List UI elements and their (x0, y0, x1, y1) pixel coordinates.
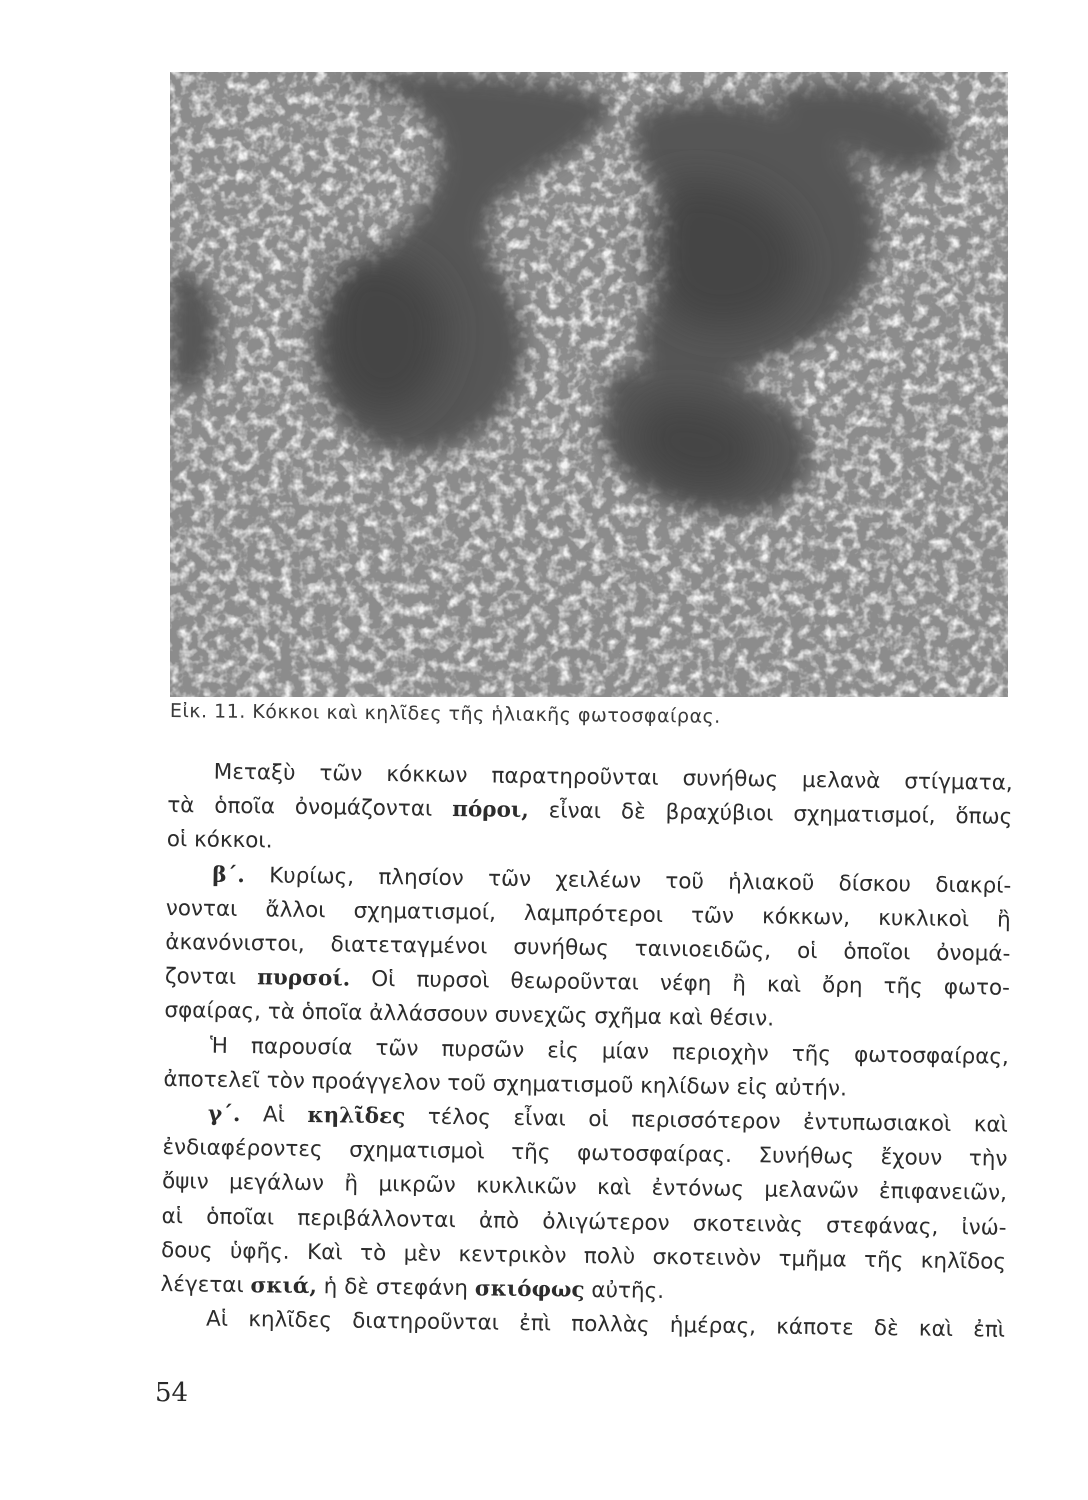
bold-term: πόροι, (452, 797, 529, 824)
text-segment: τὰ ὁποῖα ὀνομάζονται (167, 793, 453, 823)
text-segment: αἱ ὁποῖαι περιβάλλονται ἀπὸ ὀλιγώτερον σκοτεινὰς στεφάνας, ἰνώ- (161, 1203, 1007, 1241)
text-segment: ἀκανόνιστοι, διατεταγμένοι συνήθως ταινιοειδῶς, οἱ ὁποῖοι ὀνομά- (165, 929, 1011, 967)
text-segment: αὐτῆς. (584, 1277, 665, 1305)
text-segment: Ἡ παρουσία τῶν πυρσῶν εἰς μίαν περιοχὴν τῆς φωτοσφαίρας, (209, 1033, 1010, 1070)
bold-term: πυρσοί. (256, 965, 351, 992)
sunspot-photo-image (170, 72, 1008, 697)
text-segment: ὄψιν μεγάλων ἢ μικρῶν κυκλικῶν καὶ ἐντόνως μελανῶν ἐπιφανειῶν, (161, 1169, 1008, 1207)
text-segment: Κυρίως, πλησίον τῶν χειλέων τοῦ ἡλιακοῦ δίσκου διακρί- (244, 862, 1012, 899)
text-segment: οἱ κόκκοι. (166, 827, 273, 854)
text-segment: λέγεται (160, 1271, 251, 1299)
bold-term: κηλῖδες (307, 1103, 406, 1130)
bold-term: σκιά, (250, 1273, 318, 1300)
text-segment: τέλος εἶναι οἱ περισσότερον ἐντυπωσιακοὶ καὶ (405, 1104, 1009, 1138)
text-segment: ζονται (164, 964, 258, 991)
text-segment: Αἱ (240, 1102, 308, 1129)
figure-caption: Εἰκ. 11. Κόκκοι καὶ κηλῖδες τῆς ἡλιακῆς φωτοσφαίρας. (169, 700, 721, 728)
bold-term: β΄. (212, 862, 246, 888)
bold-term: γ΄. (207, 1101, 241, 1128)
page-number: 54 (155, 1378, 189, 1408)
sunspot-photograph (170, 72, 1008, 697)
text-segment: Αἱ κηλῖδες διατηροῦνται ἐπὶ πολλὰς ἡμέρας, κάποτε δὲ καὶ ἐπὶ (205, 1306, 1006, 1343)
text-segment: εἶναι δὲ βραχύβιοι σχηματισμοί, ὅπως (528, 798, 1013, 830)
text-segment: νονται ἄλλοι σχηματισμοί, λαμπρότεροι τῶν κόκκων, κυκλικοὶ ἢ (165, 895, 1011, 933)
text-segment: Οἱ πυρσοὶ θεωροῦνται νέφη ἢ καὶ ὄρη τῆς φωτο- (350, 966, 1010, 1001)
text-segment: Μεταξὺ τῶν κόκκων παρατηροῦνται συνήθως μελανὰ στίγματα, (213, 759, 1013, 796)
text-segment: ἐνδιαφέροντες σχηματισμοὶ τῆς φωτοσφαίρας. Συνήθως ἔχουν τὴν (162, 1135, 1008, 1172)
text-segment: ἀποτελεῖ τὸν προάγγελον τοῦ σχηματισμοῦ κηλίδων εἰς αὐτήν. (163, 1066, 848, 1102)
text-segment: δους ὑφῆς. Καὶ τὸ μὲν κεντρικὸν πολὺ σκοτεινὸν τμῆμα τῆς κηλῖδος (160, 1237, 1007, 1275)
body-text (160, 755, 1013, 1348)
text-segment: ἡ δὲ στεφάνη (316, 1274, 476, 1302)
text-segment: σφαίρας, τὰ ὁποῖα ἀλλάσσουν συνεχῶς σχῆμα καὶ θέσιν. (164, 998, 775, 1032)
bold-term: σκιόφως (474, 1276, 585, 1303)
